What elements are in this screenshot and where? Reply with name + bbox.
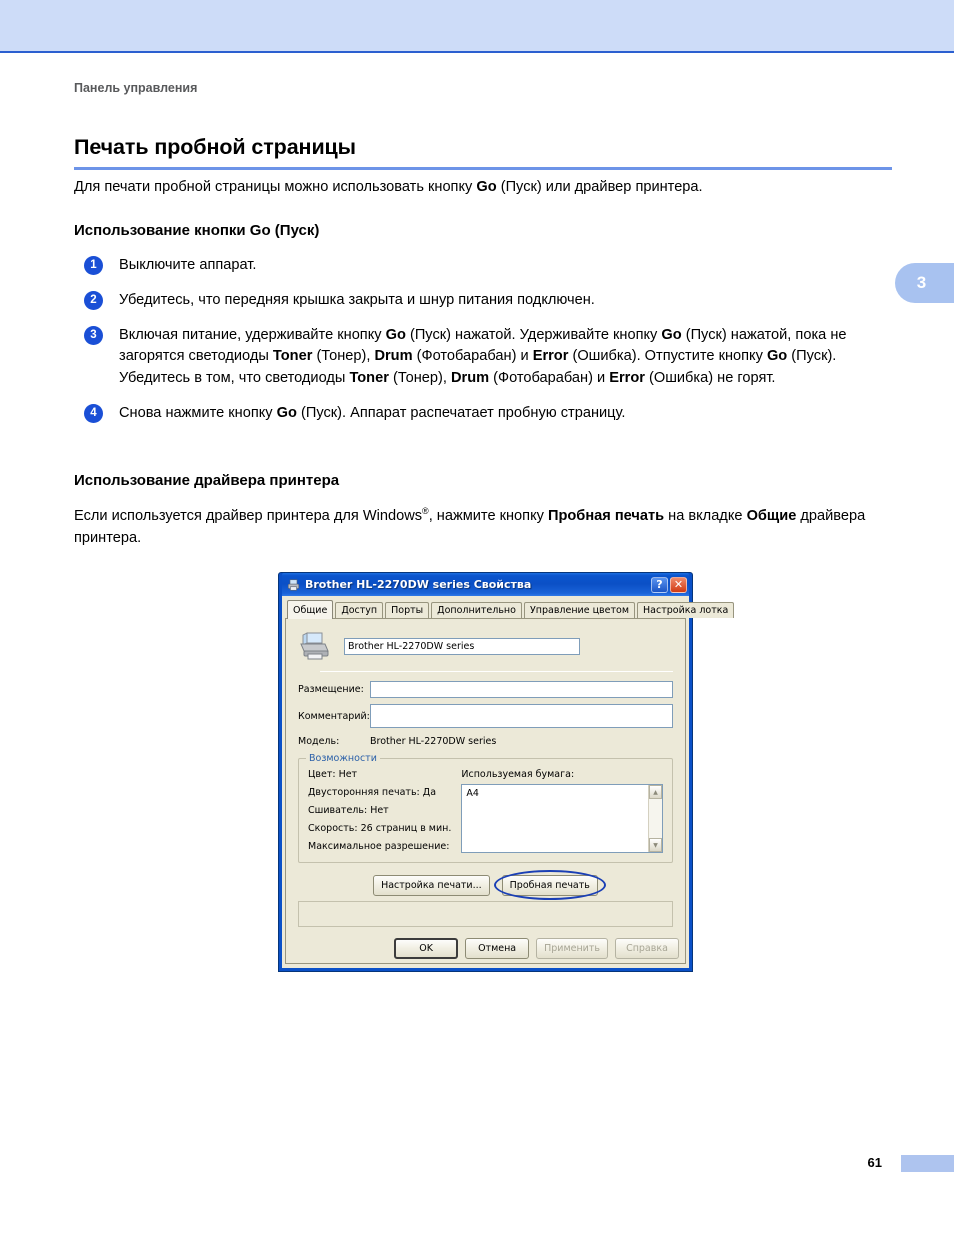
fields-block (298, 681, 673, 728)
page-number: 61 (867, 1155, 882, 1170)
title-rule (74, 167, 892, 170)
step-text-run: (Фотобарабан) и (489, 369, 610, 386)
steps-list (74, 255, 894, 438)
step-text-run: (Ошибка) не горят. (644, 369, 776, 386)
step-text-run: Снова нажмите кнопку (119, 404, 277, 421)
paper-listbox[interactable] (461, 784, 663, 853)
help-button[interactable]: ? (651, 577, 668, 593)
field-label: Размещение: (298, 684, 364, 695)
field-input[interactable] (370, 704, 673, 728)
scroll-up-icon[interactable]: ▲ (649, 785, 662, 799)
step-text-bold: Drum (374, 348, 413, 365)
field-row (298, 681, 673, 698)
step-text-run: Включая питание, удерживайте кнопку (119, 327, 386, 344)
capabilities-list (308, 769, 451, 853)
step-text (119, 405, 625, 421)
page-number-bar (901, 1155, 954, 1172)
intro-bold-go: Go (476, 179, 497, 195)
dialog-tabstrip (285, 599, 729, 618)
tab-panel-general (285, 618, 686, 964)
capability-line: Скорость: 26 страниц в мин. (308, 823, 452, 834)
step-text-run: (Тонер), (312, 348, 375, 365)
driver-paragraph (74, 505, 894, 550)
step-item (74, 403, 894, 424)
close-button[interactable]: ✕ (670, 577, 687, 593)
chapter-tab (895, 263, 954, 303)
capability-line: Цвет: Нет (308, 769, 358, 780)
step-text-bold: Go (766, 348, 788, 365)
step-text-run: Убедитесь, что передняя крышка закрыта и шнур питания подключен. (119, 292, 595, 309)
step-text-run: (Пуск) нажатой. Удерживайте кнопку (405, 327, 662, 344)
section-heading-driver: Использование драйвера принтера (74, 472, 340, 489)
capability-line: Двусторонняя печать: Да (308, 787, 437, 798)
printer-name-row (298, 631, 673, 661)
dialog-title: Brother HL-2270DW series Свойства (305, 578, 532, 591)
driver-text-bold: Общие (746, 507, 797, 524)
footer-button[interactable]: OK (394, 938, 458, 959)
capability-line: Сшиватель: Нет (308, 805, 389, 816)
step-text-run: Выключите аппарат. (119, 257, 257, 273)
empty-panel-area (298, 901, 673, 927)
capabilities-title: Возможности (306, 753, 380, 764)
step-text-bold: Toner (349, 369, 389, 386)
page-title: Печать пробной страницы (74, 135, 356, 159)
printer-properties-dialog (278, 572, 729, 972)
step-text (119, 292, 595, 308)
step-text-bold: Error (532, 348, 569, 365)
dialog-body (282, 596, 729, 968)
driver-text-run: драйвера принтера. (74, 507, 866, 546)
paper-label: Используемая бумага: (461, 769, 575, 780)
step-number-badge: 2 (84, 291, 103, 310)
dialog-tab[interactable]: Дополнительно (431, 602, 522, 618)
chapter-tab-number: 3 (916, 273, 927, 292)
intro-text-2: (Пуск) или драйвер принтера. (496, 179, 703, 195)
footer-button: Применить (536, 938, 608, 959)
step-item (74, 255, 894, 276)
step-text-bold: Go (661, 327, 682, 344)
print-settings-button[interactable]: Настройка печати... (373, 875, 490, 896)
step-text (119, 327, 847, 385)
driver-text-run: , нажмите кнопку (428, 507, 548, 524)
capabilities-groupbox (298, 753, 673, 863)
paper-section (461, 769, 663, 853)
step-number-badge: 1 (84, 256, 103, 275)
scroll-down-icon[interactable]: ▼ (649, 838, 662, 852)
driver-text-bold: Пробная печать (547, 507, 665, 524)
step-text-bold: Error (609, 369, 645, 386)
scrollbar-track[interactable] (649, 799, 662, 838)
printer-name-input[interactable]: Brother HL-2270DW series (344, 638, 580, 655)
divider (320, 671, 673, 672)
registered-mark: ® (422, 506, 429, 516)
step-text-bold: Toner (272, 348, 313, 365)
step-text-run: (Пуск) нажатой, пока не загорятся светодиоды (119, 327, 847, 365)
step-text-bold: Go (385, 327, 406, 344)
print-test-page-button[interactable]: Пробная печать (502, 875, 598, 896)
intro-text-1: Для печати пробной страницы можно использовать кнопку (74, 179, 477, 195)
step-text-run: (Тонер), (388, 369, 451, 386)
dialog-footer-buttons (289, 938, 682, 959)
footer-button: Справка (615, 938, 679, 959)
step-text-run: (Фотобарабан) и (412, 348, 533, 365)
intro-paragraph (74, 177, 894, 198)
paper-list-scrollbar[interactable] (648, 785, 662, 852)
action-button-row (298, 875, 673, 896)
footer-button[interactable]: Отмена (465, 938, 529, 959)
page-top-band (0, 0, 954, 53)
step-text-run: (Пуск). Аппарат распечатает пробную страницу. (296, 404, 626, 421)
driver-text-run: на вкладке (664, 507, 747, 524)
dialog-titlebar[interactable] (282, 573, 689, 596)
paper-list-item: A4 (466, 788, 479, 799)
dialog-tab[interactable]: Порты (385, 602, 429, 618)
running-head: Панель управления (74, 81, 198, 95)
step-text (119, 257, 256, 273)
field-row (298, 704, 673, 728)
field-input[interactable] (370, 681, 673, 698)
driver-text-run: Если используется драйвер принтера для Windows (74, 507, 423, 524)
section-heading-go: Использование кнопки Go (Пуск) (74, 222, 320, 239)
step-text-bold: Drum (450, 369, 490, 386)
capability-line: Максимальное разрешение: (308, 841, 450, 852)
step-item (74, 325, 894, 388)
step-number-badge: 3 (84, 326, 103, 345)
step-number-badge: 4 (84, 404, 103, 423)
step-text-bold: Go (276, 404, 297, 421)
dialog-tab[interactable]: Общие (287, 600, 333, 619)
step-text-run: (Пуск). Убедитесь в том, что светодиоды (119, 348, 837, 386)
model-label: Модель: (298, 736, 340, 747)
step-text-run: (Ошибка). Отпустите кнопку (568, 348, 767, 365)
printer-large-icon (298, 631, 330, 661)
dialog-tab[interactable]: Управление цветом (524, 602, 635, 618)
field-label: Комментарий: (298, 710, 370, 722)
dialog-tab[interactable]: Доступ (335, 602, 383, 618)
step-item (74, 290, 894, 311)
dialog-tab[interactable]: Настройка лотка (637, 602, 734, 618)
model-row (298, 736, 673, 747)
printer-icon (286, 578, 301, 592)
model-value: Brother HL-2270DW series (370, 736, 497, 747)
